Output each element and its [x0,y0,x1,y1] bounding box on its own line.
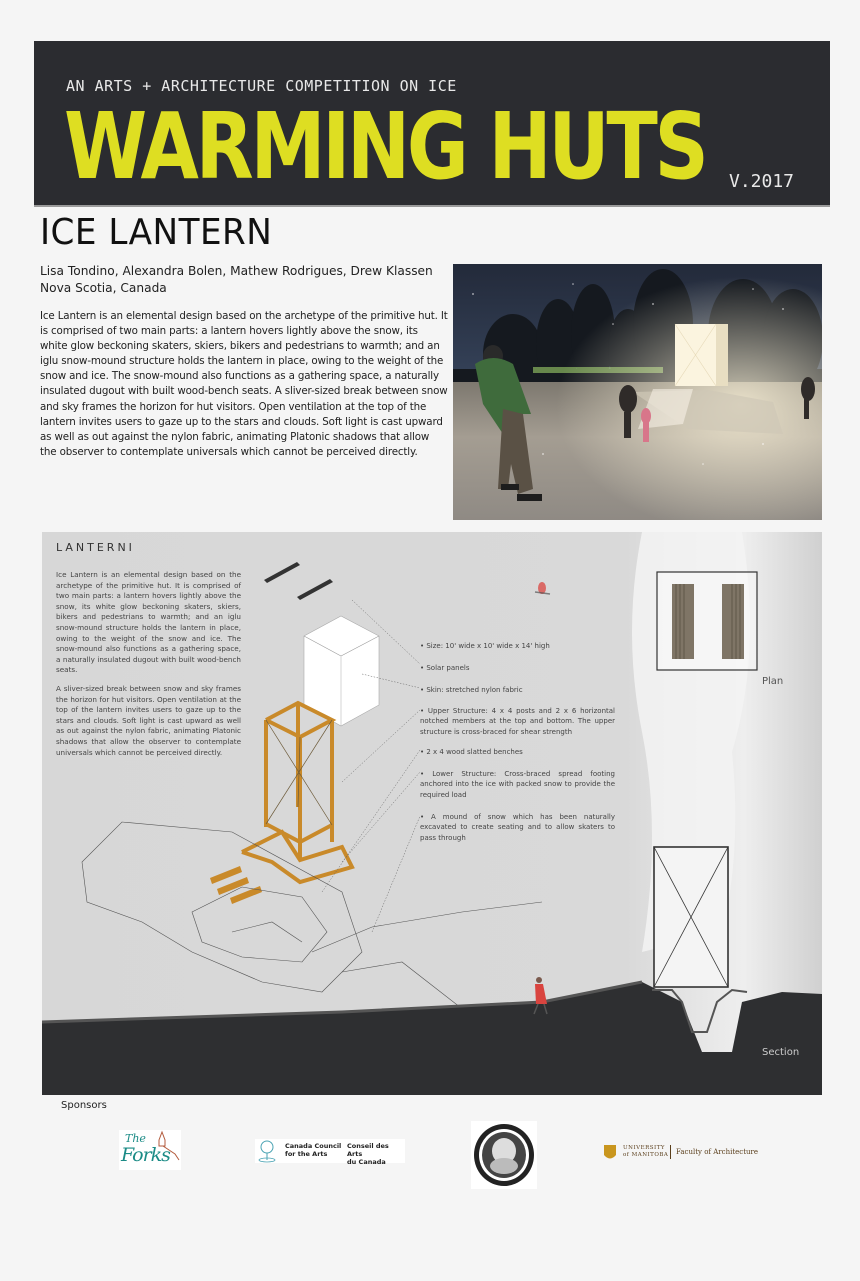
callout-size: • Size: 10' wide x 10' wide x 14' high [420,642,550,650]
university-line2: of MANITOBA [623,1152,669,1158]
university-line1: UNIVERSITY [623,1145,665,1151]
competition-kicker: AN ARTS + ARCHITECTURE COMPETITION ON ICE [66,77,457,95]
canada-council-english [285,1142,341,1158]
canada-council-fr-line2: du Canada [347,1158,386,1166]
callout-skin: • Skin: stretched nylon fabric [420,686,523,694]
sponsor-logo-university-of-manitoba [603,1143,763,1165]
panel-paragraph: A sliver-sized break between snow and sky frames the horizon for hut visitors. Open ventilation at the top of the lantern invites users to gaze up to the stars and clouds. Soft light is cast upward as well as out against the nylon fabric, animating Platonic shadows that allow the observer to contemplate universals which cannot be perceived directly. [56,683,241,757]
sponsor-logo-seal [471,1121,537,1189]
night-render-image [453,264,822,520]
panel-heading: LANTERNI [56,541,135,554]
university-crest-icon [603,1144,617,1162]
plan-label: Plan [762,676,784,687]
callout-snow-mound: • A mound of snow which has been naturally excavated to create seating and to allow skaters to pass through [420,813,615,842]
callout-solar-panels: • Solar panels [420,664,470,672]
event-title: WARMING HUTS [64,93,706,200]
authors: Lisa Tondino, Alexandra Bolen, Mathew Rodrigues, Drew Klassen [40,264,433,278]
edition-version: V.2017 [729,171,795,192]
plan-drawing [657,572,757,670]
logo-divider [670,1145,671,1159]
render-illustration [453,264,822,520]
header-banner [34,41,830,207]
sponsor-logo-canada-council [255,1139,405,1166]
project-credits [40,263,433,297]
canada-council-en-line2: for the Arts [285,1150,328,1158]
sponsors-label: Sponsors [61,1100,107,1111]
sponsor-logo-the-forks [119,1130,181,1170]
canada-council-fr-line1: Conseil des Arts [347,1142,389,1158]
canada-council-en-line1: Canada Council [285,1142,342,1150]
university-name [623,1145,668,1159]
callout-upper-structure: • Upper Structure: 4 x 4 posts and 2 x 6 horizontal notched members at the top and bottom. The upper structure is cross-braced for shear strength [420,707,615,736]
location: Nova Scotia, Canada [40,281,167,295]
section-label: Section [762,1047,800,1058]
callout-lower-structure: • Lower Structure: Cross-braced spread footing anchored into the ice with packed snow to provide the required load [420,770,615,799]
seal-emblem-icon [471,1121,537,1189]
faculty-name: Faculty of Architecture [676,1148,759,1156]
lantern-diagram-panel [42,532,822,1095]
forks-logo-line1: The [125,1132,146,1145]
callout-benches: • 2 x 4 wood slatted benches [420,748,523,756]
forks-logo-line2: Forks [121,1144,170,1166]
project-description: Ice Lantern is an elemental design based on the archetype of the primitive hut. It is comprised of two main parts: a lantern hovers lightly above the snow, its white glow beckoning skaters, skiers, bikers and pedestrians to warmth; and an iglu snow-mound structure holds the lantern in place, owing to the weight of the snow and ice. The snow-mound also functions as a gathering space, a naturally insulated dugout with built wood-bench seats. A sliver-sized break between snow and sky frames the horizon for hut visitors. Open ventilation at the top of the lantern invites users to gaze up to the stars and clouds. Soft light is cast upward as well as out against the nylon fabric, animating Platonic shadows that allow the observer to contemplate universals which cannot be perceived directly. [40,310,448,458]
panel-paragraph: Ice Lantern is an elemental design based on the archetype of the primitive hut. It is comprised of two main parts: a lantern hovers lightly above the snow, its white glow beckoning skaters, skiers, bikers and pedestrians to warmth; and an iglu snow-mound structure holds the lantern in place, owing to the weight of the snow and ice. The snow-mound also functions as a gathering space, a naturally insulated dugout with built wood-bench seats. [56,570,241,675]
panel-description [56,570,241,766]
project-title: ICE LANTERN [40,212,273,253]
canada-council-tree-icon [257,1139,277,1163]
canada-council-french [347,1142,405,1166]
